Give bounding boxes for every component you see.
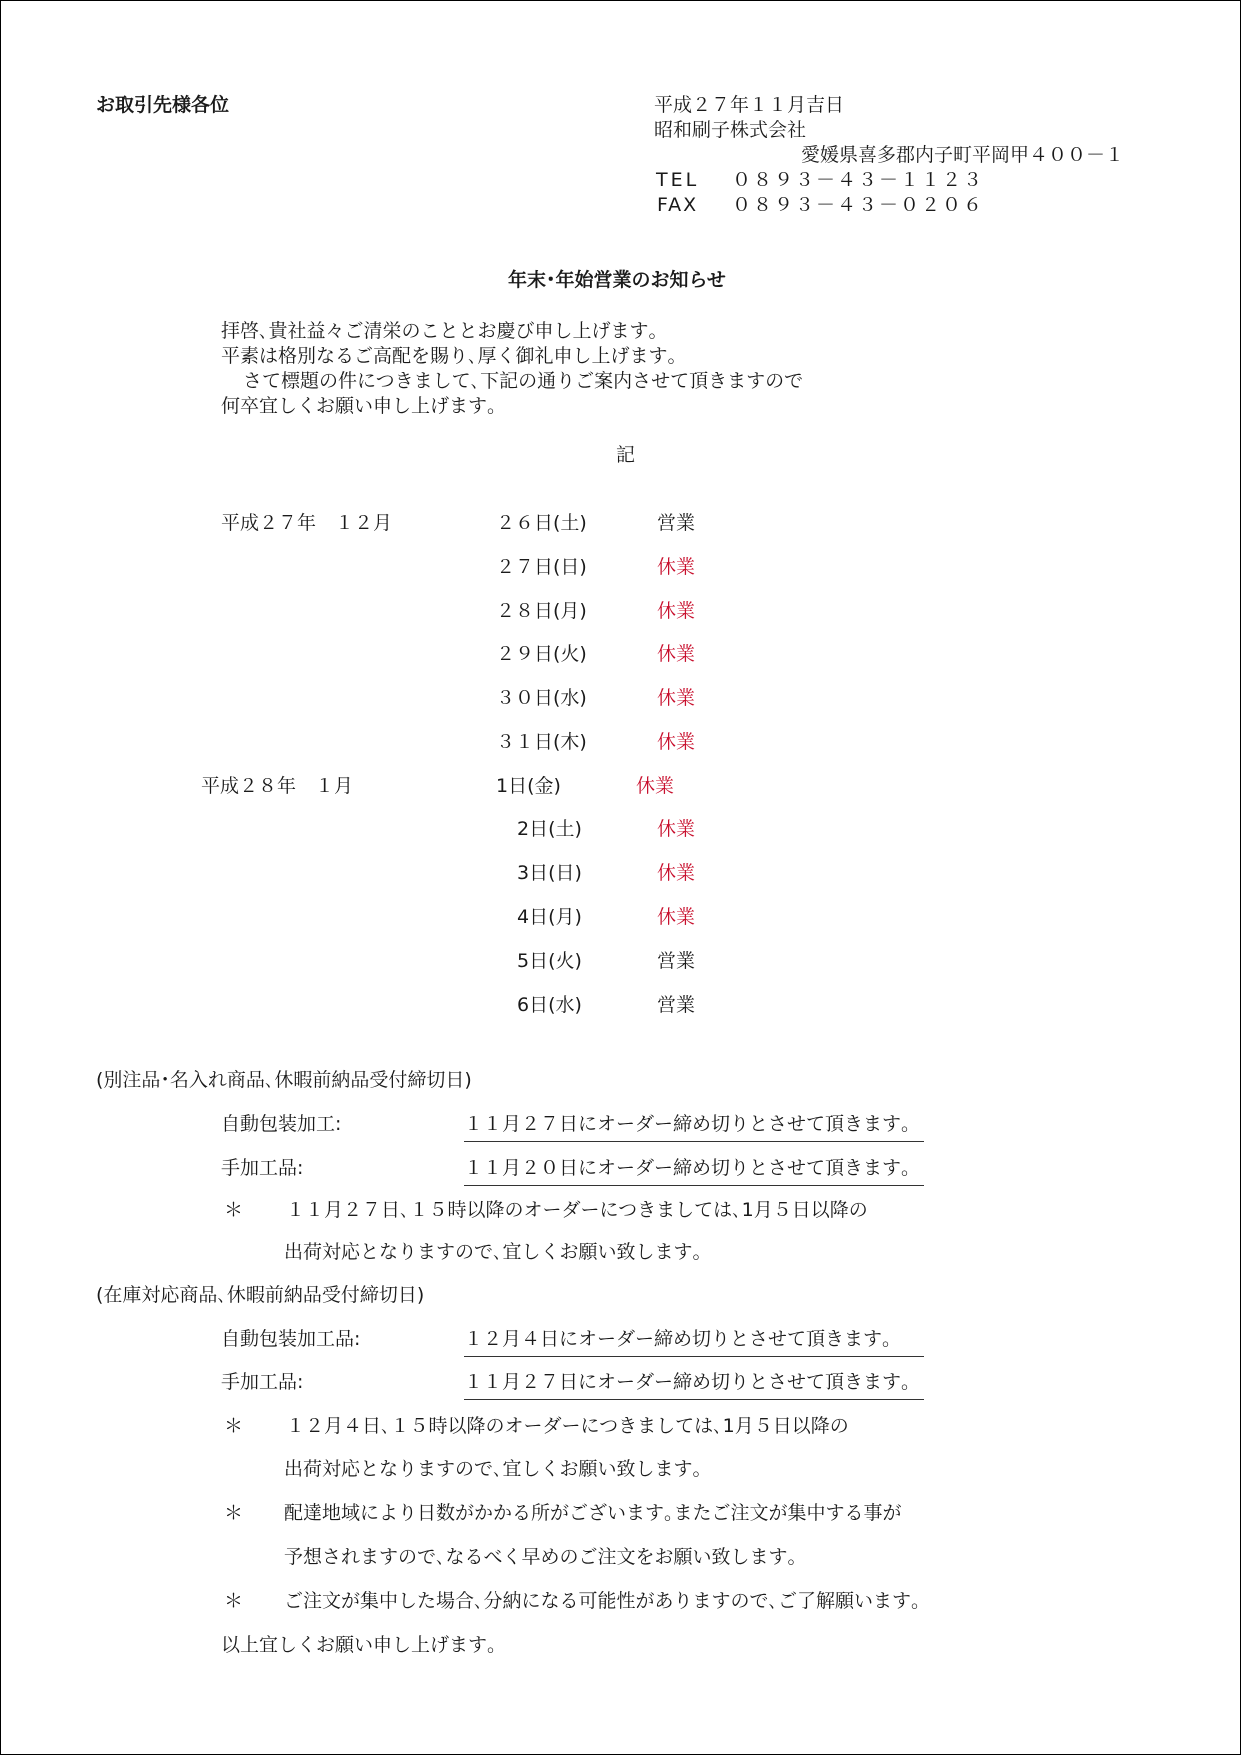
section2-note1-mark: ＊ xyxy=(224,1415,244,1437)
section1-note-mark: ＊ xyxy=(224,1199,244,1221)
section2-note2-line2: 予想されますので､なるべく早めのご注文をお願い致します｡ xyxy=(284,1546,798,1568)
schedule-status: 休業 xyxy=(657,556,696,578)
schedule-status: 営業 xyxy=(657,950,696,972)
schedule-status: 休業 xyxy=(657,862,696,884)
schedule-status: 休業 xyxy=(657,731,696,753)
tel-label: TEL xyxy=(656,169,700,191)
schedule-status: 休業 xyxy=(657,687,696,709)
greeting-line-1: 拝啓､貴社益々ご清栄のこととお慶び申し上げます｡ xyxy=(221,320,659,342)
section1-item1-value: １１月２７日にオーダー締め切りとさせて頂きます｡ xyxy=(464,1112,924,1142)
closing-line: 以上宜しくお願い申し上げます｡ xyxy=(221,1634,497,1656)
section2-note2-mark: ＊ xyxy=(224,1502,244,1524)
schedule-status: 休業 xyxy=(657,906,696,928)
schedule-status: 営業 xyxy=(657,512,696,534)
section2-note3-line1: ご注文が集中した場合､分納になる可能性がありますので､ご了解願います｡ xyxy=(284,1590,921,1612)
schedule-status: 休業 xyxy=(657,600,696,622)
schedule-day: ２９日(火) xyxy=(496,643,587,665)
issue-date: 平成２７年１１月吉日 xyxy=(654,94,845,116)
section2-heading: (在庫対応商品､休暇前納品受付締切日) xyxy=(96,1284,425,1306)
document-title: 年末･年始営業のお知らせ xyxy=(508,269,726,291)
schedule-day: 4日(月) xyxy=(517,906,582,928)
schedule-status: 休業 xyxy=(657,643,696,665)
schedule-day: 3日(日) xyxy=(517,862,582,884)
schedule-day: ２７日(日) xyxy=(496,556,587,578)
section1-item2-label: 手加工品: xyxy=(221,1157,304,1179)
schedule-day: 5日(火) xyxy=(517,950,582,972)
section1-heading: (別注品･名入れ商品､休暇前納品受付締切日) xyxy=(96,1069,472,1091)
schedule-day: ３０日(水) xyxy=(496,687,587,709)
schedule-status: 休業 xyxy=(636,775,675,797)
section2-item2-label: 手加工品: xyxy=(221,1371,304,1393)
section2-item2-value: １１月２７日にオーダー締め切りとさせて頂きます｡ xyxy=(464,1370,924,1400)
section2-note1-line2: 出荷対応となりますので､宜しくお願い致します｡ xyxy=(284,1458,703,1480)
schedule-month-2015-12: 平成２７年 １２月 xyxy=(221,512,393,534)
schedule-day: ３１日(木) xyxy=(496,731,587,753)
fax-number: ０８９３－４３－０２０６ xyxy=(732,194,985,216)
schedule-status: 休業 xyxy=(657,818,696,840)
fax-label: FAX xyxy=(657,194,699,216)
section2-note1-line1: １２月４日､１５時以降のオーダーにつきましては､1月５日以降の xyxy=(286,1415,849,1437)
company-name: 昭和刷子株式会社 xyxy=(654,119,807,141)
section1-item2-value: １１月２０日にオーダー締め切りとさせて頂きます｡ xyxy=(464,1156,924,1186)
tel-number: ０８９３－４３－１１２３ xyxy=(732,169,985,191)
section2-note3-mark: ＊ xyxy=(224,1590,244,1612)
schedule-day: 6日(水) xyxy=(517,994,582,1016)
section1-item1-label: 自動包装加工: xyxy=(221,1113,342,1135)
schedule-day: 2日(土) xyxy=(517,818,582,840)
section2-item1-label: 自動包装加工品: xyxy=(221,1328,361,1350)
recipient: お取引先様各位 xyxy=(96,94,230,116)
schedule-status: 営業 xyxy=(657,994,696,1016)
company-address: 愛媛県喜多郡内子町平岡甲４００－１ xyxy=(801,144,1125,166)
section2-note2-line1: 配達地域により日数がかかる所がございます｡またご注文が集中する事が xyxy=(284,1502,902,1524)
greeting-line-2: 平素は格別なるご高配を賜り､厚く御礼申し上げます｡ xyxy=(221,345,678,367)
greeting-line-4: 何卒宜しくお願い申し上げます｡ xyxy=(221,395,497,417)
section1-note-line2: 出荷対応となりますので､宜しくお願い致します｡ xyxy=(284,1241,703,1263)
schedule-day: ２６日(土) xyxy=(496,512,587,534)
schedule-day: 1日(金) xyxy=(496,775,561,797)
ki-heading: 記 xyxy=(616,444,636,466)
greeting-line-3: さて標題の件につきまして､下記の通りご案内させて頂きますので xyxy=(243,370,804,392)
section1-note-line1: １１月２７日､１５時以降のオーダーにつきましては､1月５日以降の xyxy=(286,1199,868,1221)
schedule-day: ２８日(月) xyxy=(496,600,587,622)
section2-item1-value: １２月４日にオーダー締め切りとさせて頂きます｡ xyxy=(464,1327,924,1357)
schedule-month-2016-01: 平成２８年 １月 xyxy=(201,775,354,797)
